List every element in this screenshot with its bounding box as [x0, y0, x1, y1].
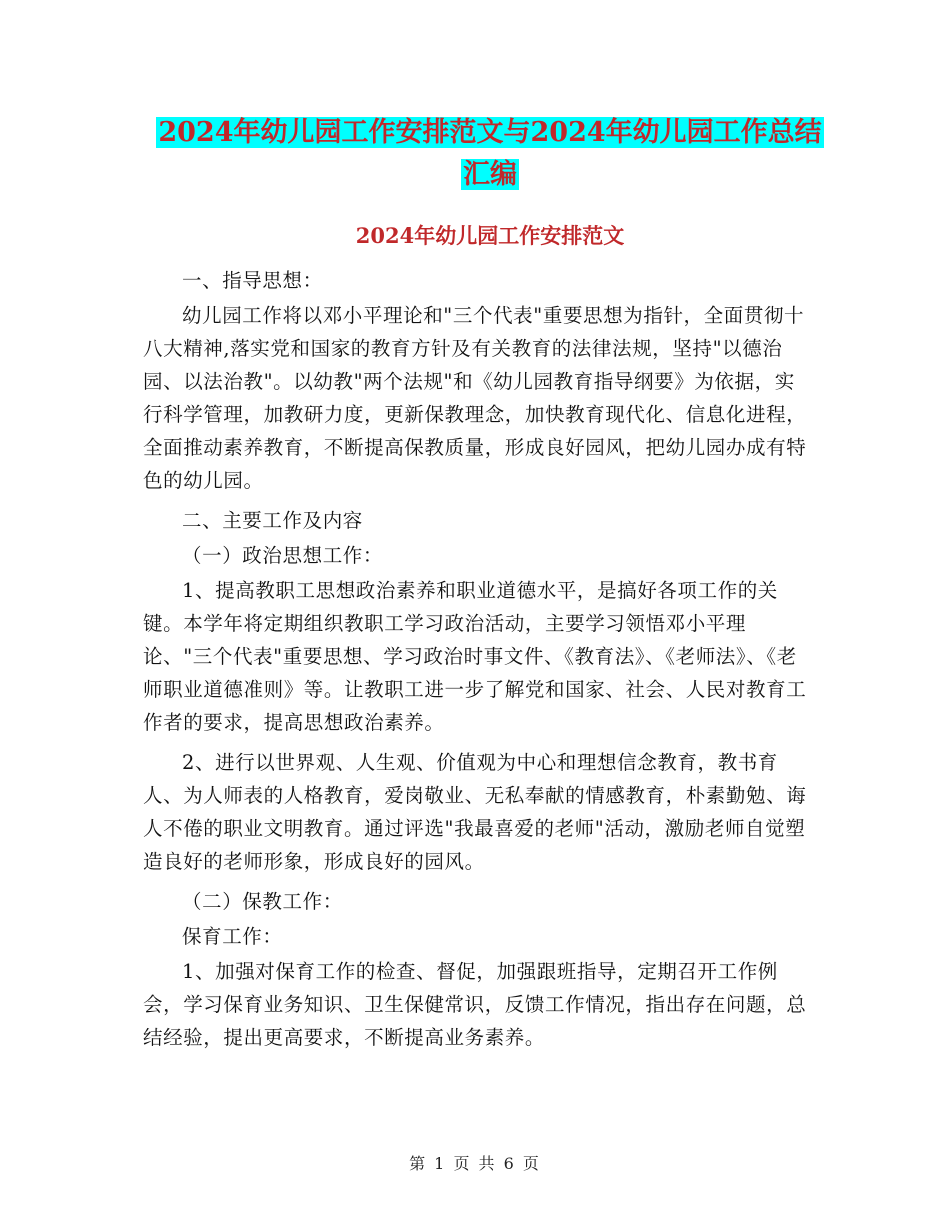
subheading-care-education: （二）保教工作：	[182, 890, 343, 913]
heading-main-work: 二、主要工作及内容	[182, 509, 363, 532]
document-body	[143, 264, 811, 1061]
subheading-care-work: 保育工作：	[182, 925, 283, 948]
heading-guiding-thought: 一、指导思想：	[182, 269, 323, 292]
document-title-line-1: 2024年幼儿园工作安排范文与2024年幼儿园工作总结	[158, 117, 822, 148]
paragraph-care-1: 1、加强对保育工作的检查、督促，加强跟班指导，定期召开工作例会，学习保育业务知识、卫生保健常识，反馈工作情况，指出存在问题，总结经验，提出更高要求，不断提高业务素养。	[143, 960, 807, 1049]
document-title-line-2: 汇编	[463, 159, 517, 190]
section-title: 2024年幼儿园工作安排范文	[355, 223, 625, 248]
paragraph-political-1: 1、提高教职工思想政治素养和职业道德水平，是搞好各项工作的关键。本学年将定期组织教职工学习政治活动，主要学习领悟邓小平理论、"三个代表"重要思想、学习政治时事文件、《教育法》、《老师法》、《老师职业道德准则》等。让教职工进一步了解党和国家、社会、人民对教育工作者的要求，提高思想政治素养。	[143, 579, 807, 734]
paragraph-political-2: 2、进行以世界观、人生观、价值观为中心和理想信念教育，教书育人、为人师表的人格教育，爱岗敬业、无私奉献的情感教育，朴素勤勉、诲人不倦的职业文明教育。通过评选"我最喜爱的老师"活动，激励老师自觉塑造良好的老师形象，形成良好的园风。	[143, 751, 807, 873]
subheading-political-work: （一）政治思想工作：	[182, 544, 384, 567]
page-number-footer: 第 1 页 共 6 页	[409, 1154, 541, 1173]
paragraph-guiding-thought: 幼儿园工作将以邓小平理论和"三个代表"重要思想为指针，全面贯彻十八大精神,落实党和国家的教育方针及有关教育的法律法规，坚持"以德治园、以法治教"。以幼教"两个法规"和《幼儿园教育指导纲要》为依据，实行科学管理，加教研力度，更新保教理念，加快教育现代化、信息化进程，全面推动素养教育，不断提高保教质量，形成良好园风，把幼儿园办成有特色的幼儿园。	[143, 304, 807, 492]
document-title	[140, 112, 840, 196]
